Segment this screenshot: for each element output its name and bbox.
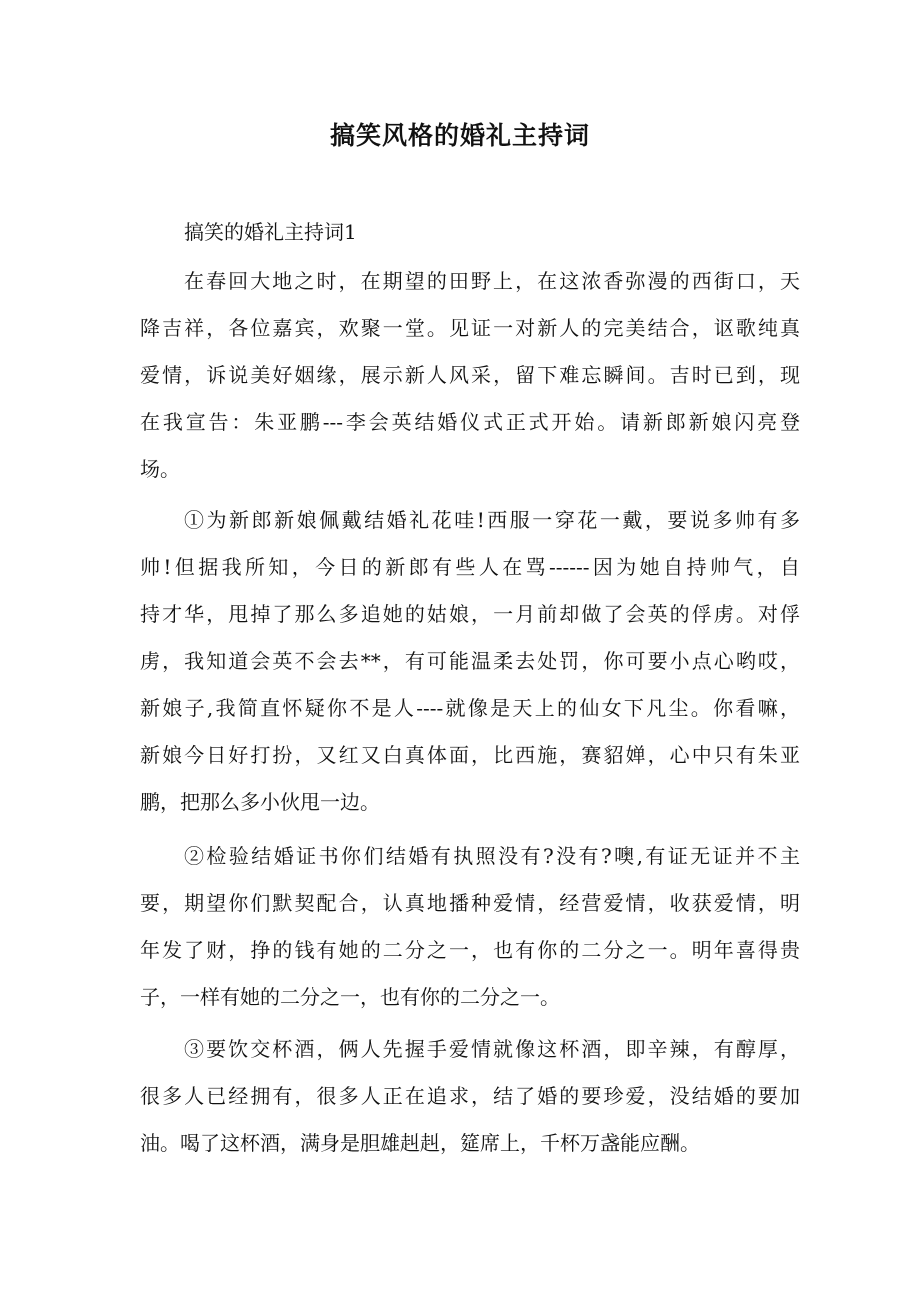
paragraph-line: 帅!但据我所知，今日的新郎有些人在骂------因为她自持帅气，自	[140, 555, 800, 579]
section-heading: 搞笑的婚礼主持词1	[184, 220, 357, 244]
paragraph-line: 虏，我知道会英不会去**，有可能温柔去处罚，你可要小点心哟哎，	[140, 649, 800, 673]
paragraph-line: 子，一样有她的二分之一，也有你的二分之一。	[140, 985, 560, 1009]
paragraph-line: 爱情，诉说美好姻缘，展示新人风采，留下难忘瞬间。吉时已到，现	[140, 363, 800, 387]
paragraph-line: 降吉祥，各位嘉宾，欢聚一堂。见证一对新人的完美结合，讴歌纯真	[140, 316, 800, 340]
document-title: 搞笑风格的婚礼主持词	[329, 121, 590, 150]
paragraph-line: 年发了财，挣的钱有她的二分之一，也有你的二分之一。明年喜得贵	[140, 938, 800, 962]
paragraph-line: 在我宣告：朱亚鹏---李会英结婚仪式正式开始。请新郎新娘闪亮登	[140, 410, 800, 434]
paragraph-line: 鹏，把那么多小伙甩一边。	[140, 790, 380, 814]
paragraph-line: 油。喝了这杯酒，满身是胆雄赳赳，筵席上，千杯万盏能应酬。	[140, 1131, 700, 1155]
paragraph-line: 新娘今日好打扮，又红又白真体面，比西施，赛貂婵，心中只有朱亚	[140, 743, 800, 767]
paragraph-3	[140, 833, 800, 1021]
paragraph-line: 新娘子,我简直怀疑你不是人----就像是天上的仙女下凡尘。你看嘛，	[140, 696, 800, 720]
paragraph-line: 要，期望你们默契配合，认真地播种爱情，经营爱情，收获爱情，明	[140, 891, 800, 915]
paragraph-line: ①为新郎新娘佩戴结婚礼花哇!西服一穿花一戴，要说多帅有多	[184, 508, 800, 532]
paragraph-line: 在春回大地之时，在期望的田野上，在这浓香弥漫的西街口，天	[184, 269, 800, 293]
paragraph-4	[140, 1026, 800, 1167]
paragraph-line: 持才华，甩掉了那么多追她的姑娘，一月前却做了会英的俘虏。对俘	[140, 602, 800, 626]
paragraph-line: ②检验结婚证书你们结婚有执照没有?没有?噢,有证无证并不主	[184, 844, 800, 868]
paragraph-line: ③要饮交杯酒，俩人先握手爱情就像这杯酒，即辛辣，有醇厚，	[184, 1037, 800, 1061]
paragraph-1	[140, 258, 800, 493]
paragraph-2	[140, 497, 800, 826]
paragraph-line: 场。	[140, 457, 180, 481]
paragraph-line: 很多人已经拥有，很多人正在追求，结了婚的要珍爱，没结婚的要加	[140, 1084, 800, 1108]
